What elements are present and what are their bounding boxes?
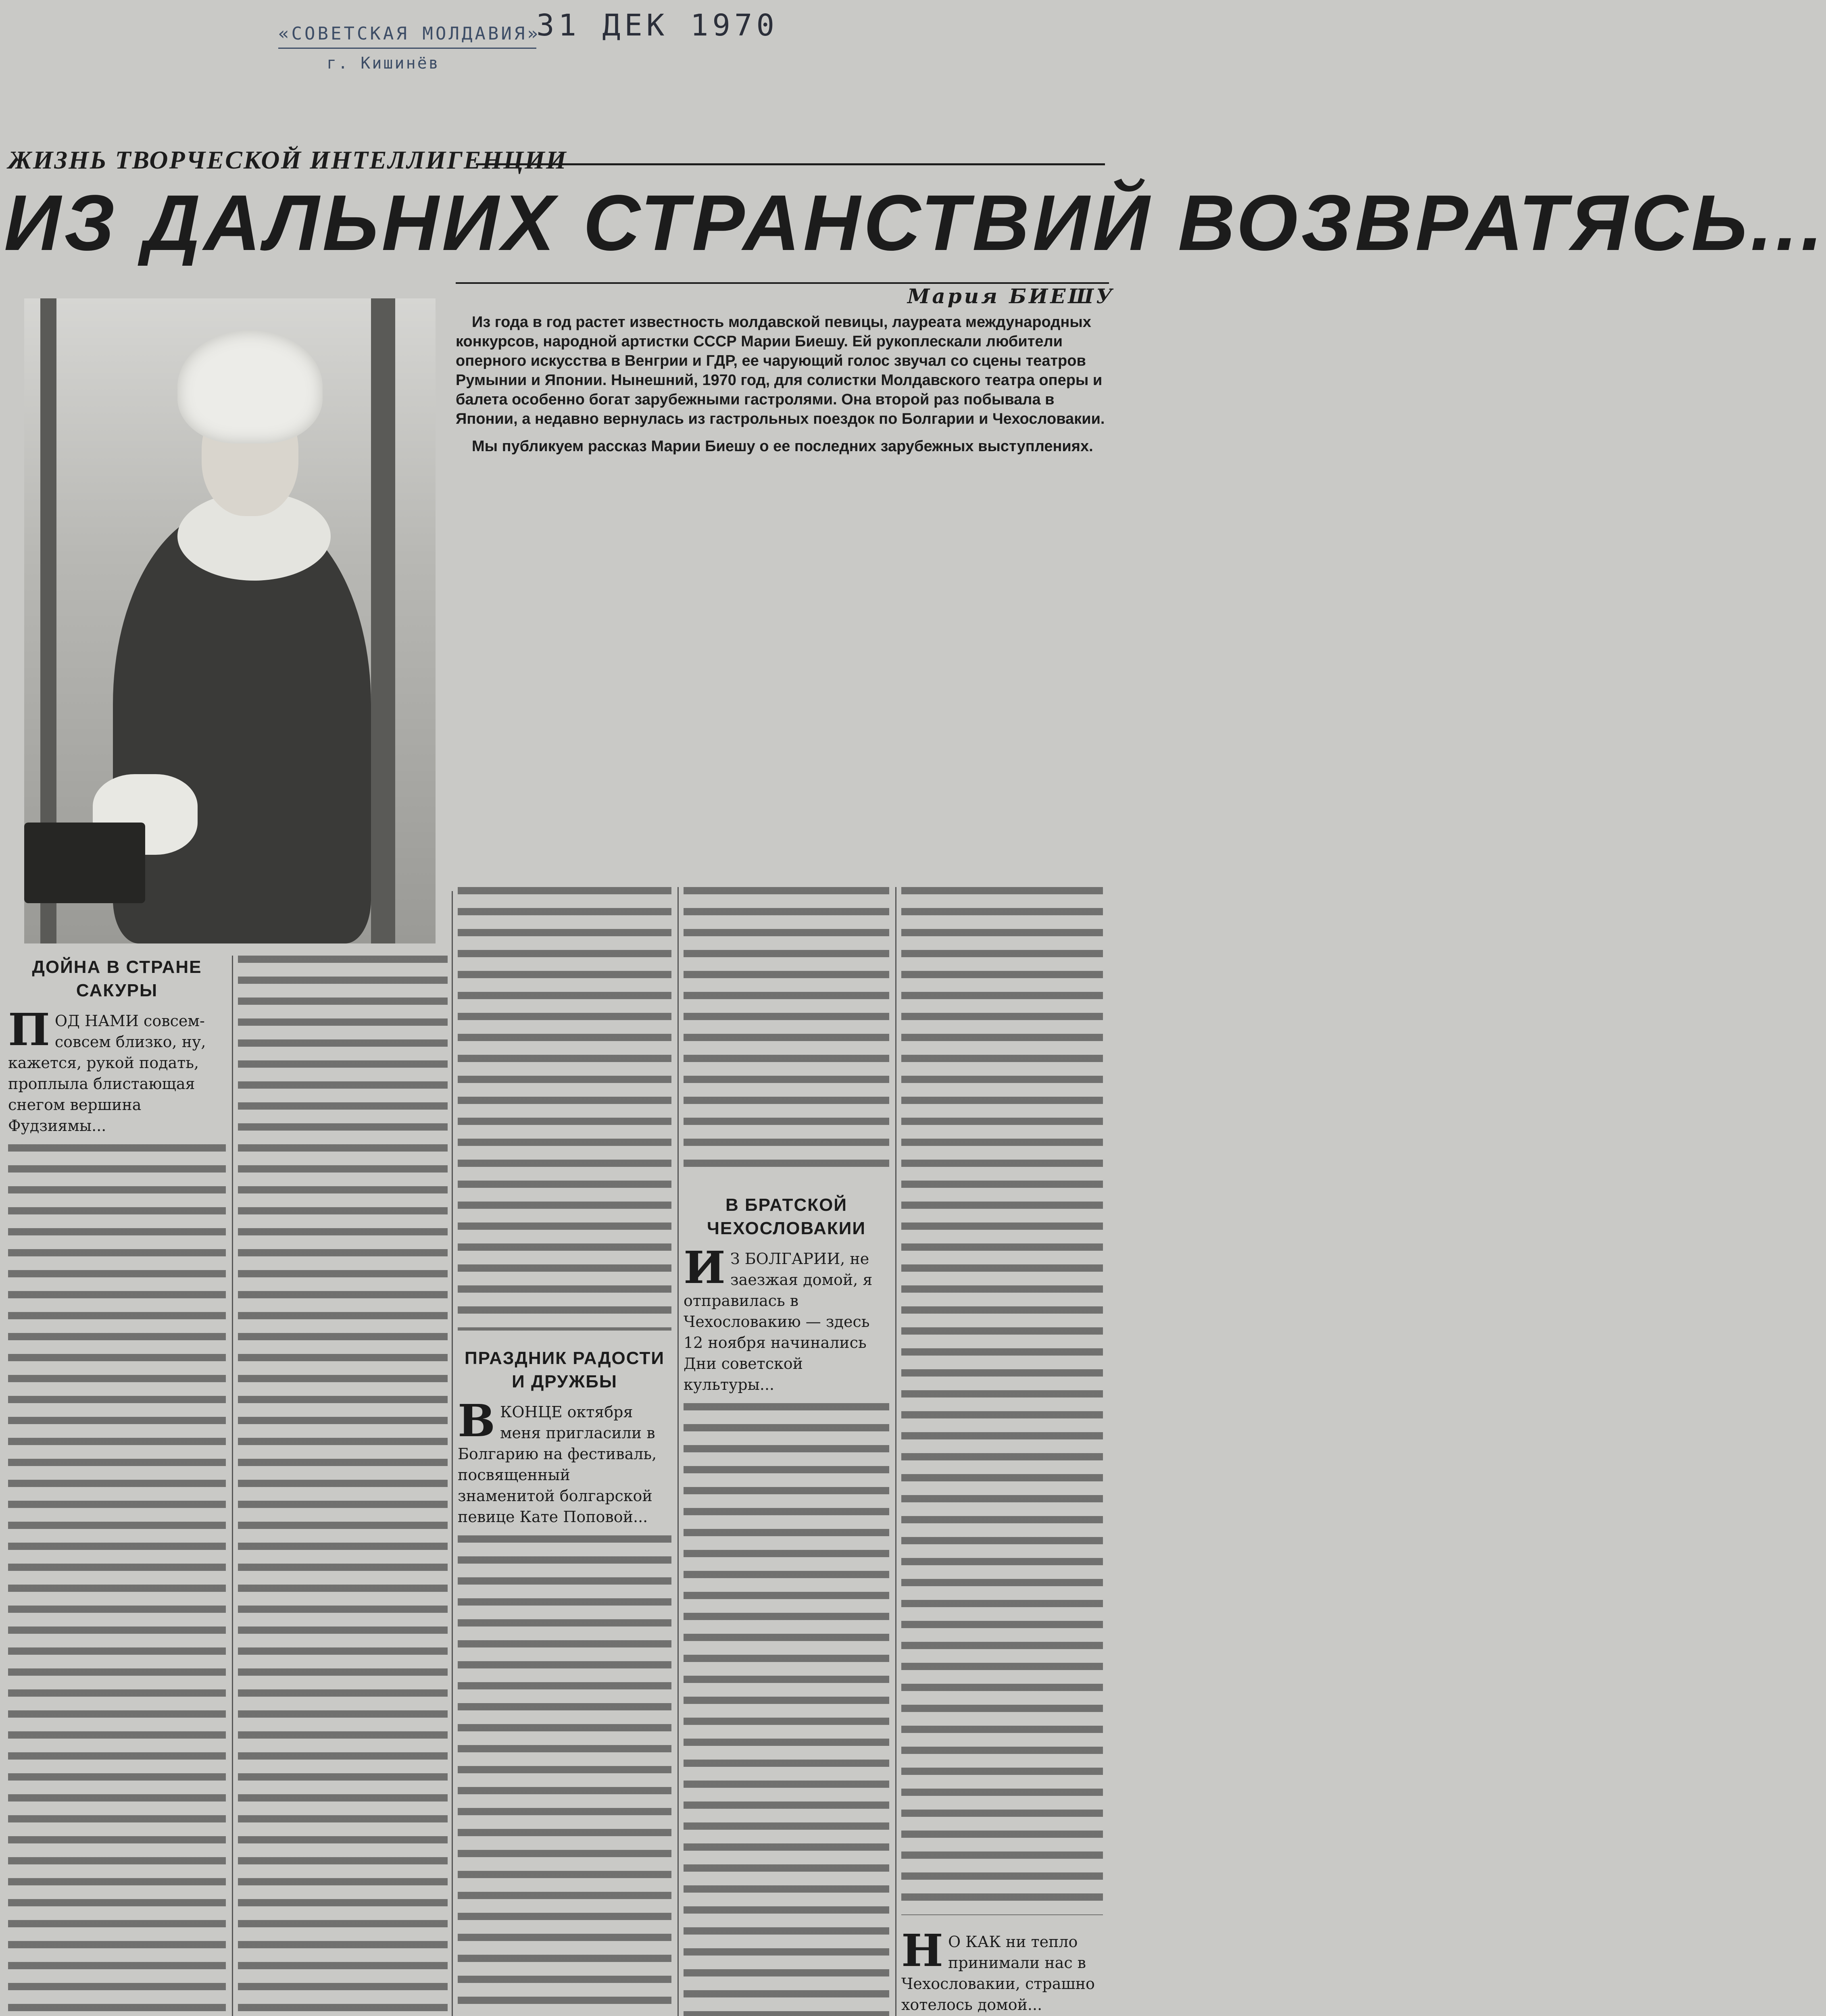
lead-text: З БОЛГАРИИ, не заезжая домой, я отправилась в Чехословакию — здесь 12 ноября начинались Дни советской культуры... bbox=[684, 1250, 873, 1393]
singer-photo bbox=[24, 298, 436, 943]
column-4 bbox=[684, 887, 889, 2016]
suitcase-shape bbox=[24, 823, 145, 903]
lead-text: ОД НАМИ совсем-совсем близко, ну, кажется, рукой подать, проплыла блистающая снегом вершина Фудзиямы... bbox=[8, 1012, 206, 1135]
section-heading-czechoslovakia: В БРАТСКОЙ ЧЕХОСЛОВАКИИ bbox=[707, 1195, 866, 1238]
page-title: ИЗ ДАЛЬНИХ СТРАНСТВИЙ ВОЗВРАТЯСЬ... bbox=[4, 179, 1826, 267]
column-rule bbox=[452, 891, 453, 2016]
article-text-placeholder bbox=[238, 956, 448, 2016]
drop-cap: В bbox=[458, 1395, 495, 1447]
rubric: ЖИЗНЬ ТВОРЧЕСКОЙ ИНТЕЛЛИГЕНЦИИ bbox=[8, 146, 567, 174]
continuation-text: О КАК ни тепло принимали нас в Чехословакии, страшно хотелось домой... bbox=[901, 1933, 1095, 2014]
title-rule bbox=[456, 282, 1109, 284]
section-continuation bbox=[901, 1924, 1103, 2015]
article-text-placeholder bbox=[458, 1535, 671, 2016]
column-5 bbox=[901, 887, 1103, 2016]
column-1 bbox=[8, 956, 226, 2016]
section-lead-bulgaria bbox=[458, 1395, 671, 1527]
drop-cap: И bbox=[684, 1241, 725, 1293]
article-text-placeholder bbox=[684, 887, 889, 1169]
tree-trunk bbox=[371, 298, 395, 943]
article-intro bbox=[456, 312, 1105, 464]
drop-cap: Н bbox=[901, 1924, 943, 1976]
section-heading-japan: ДОЙНА В СТРАНЕ САКУРЫ bbox=[32, 957, 202, 1000]
author-name: Мария БИЕШУ bbox=[903, 284, 1119, 308]
article-text-placeholder bbox=[901, 887, 1103, 1915]
drop-cap: П bbox=[8, 1004, 50, 1056]
intro-paragraph: Из года в год растет известность молдавской певицы, лауреата международных конкурсов, народной артистки СССР Марии Биешу. Ей рукоплескали любители оперного искусства в Венгрии и ГДР, ее чарующий голос звучал со сцены театров Румынии и Японии. Нынешний, 1970 год, для солистки Молдавского театра оперы и балета особенно богат зарубежными гастролями. Она второй раз побывала в Японии, а недавно вернулась из гастрольных поездок по Болгарии и Чехословакии. bbox=[456, 314, 1105, 427]
column-rule bbox=[677, 887, 679, 2016]
article-text-placeholder bbox=[458, 887, 671, 1331]
rubric-rule bbox=[476, 163, 1105, 165]
newspaper-city: г. Кишинёв bbox=[327, 54, 440, 73]
intro-paragraph: Мы публикуем рассказ Марии Биешу о ее последних зарубежных выступлениях. bbox=[472, 438, 1093, 455]
date-stamp: 31 ДЕК 1970 bbox=[536, 8, 779, 43]
lead-text: КОНЦЕ октября меня пригласили в Болгарию на фестиваль, посвященный знаменитой болгарской певице Кате Поповой... bbox=[458, 1403, 657, 1526]
fur-hat-shape bbox=[177, 331, 323, 444]
section-lead-czechoslovakia bbox=[684, 1241, 889, 1395]
column-rule bbox=[895, 887, 896, 2016]
column-rule bbox=[232, 956, 233, 2016]
article-text-placeholder bbox=[684, 1403, 889, 2016]
stamp-rule bbox=[278, 48, 536, 49]
article-text-placeholder bbox=[8, 1144, 226, 2016]
section-heading-bulgaria: ПРАЗДНИК РАДОСТИ И ДРУЖБЫ bbox=[465, 1348, 665, 1391]
column-2 bbox=[238, 956, 448, 2016]
newspaper-name: «СОВЕТСКАЯ МОЛДАВИЯ» bbox=[278, 23, 540, 44]
section-lead-japan bbox=[8, 1004, 226, 1136]
column-3 bbox=[458, 887, 671, 2016]
